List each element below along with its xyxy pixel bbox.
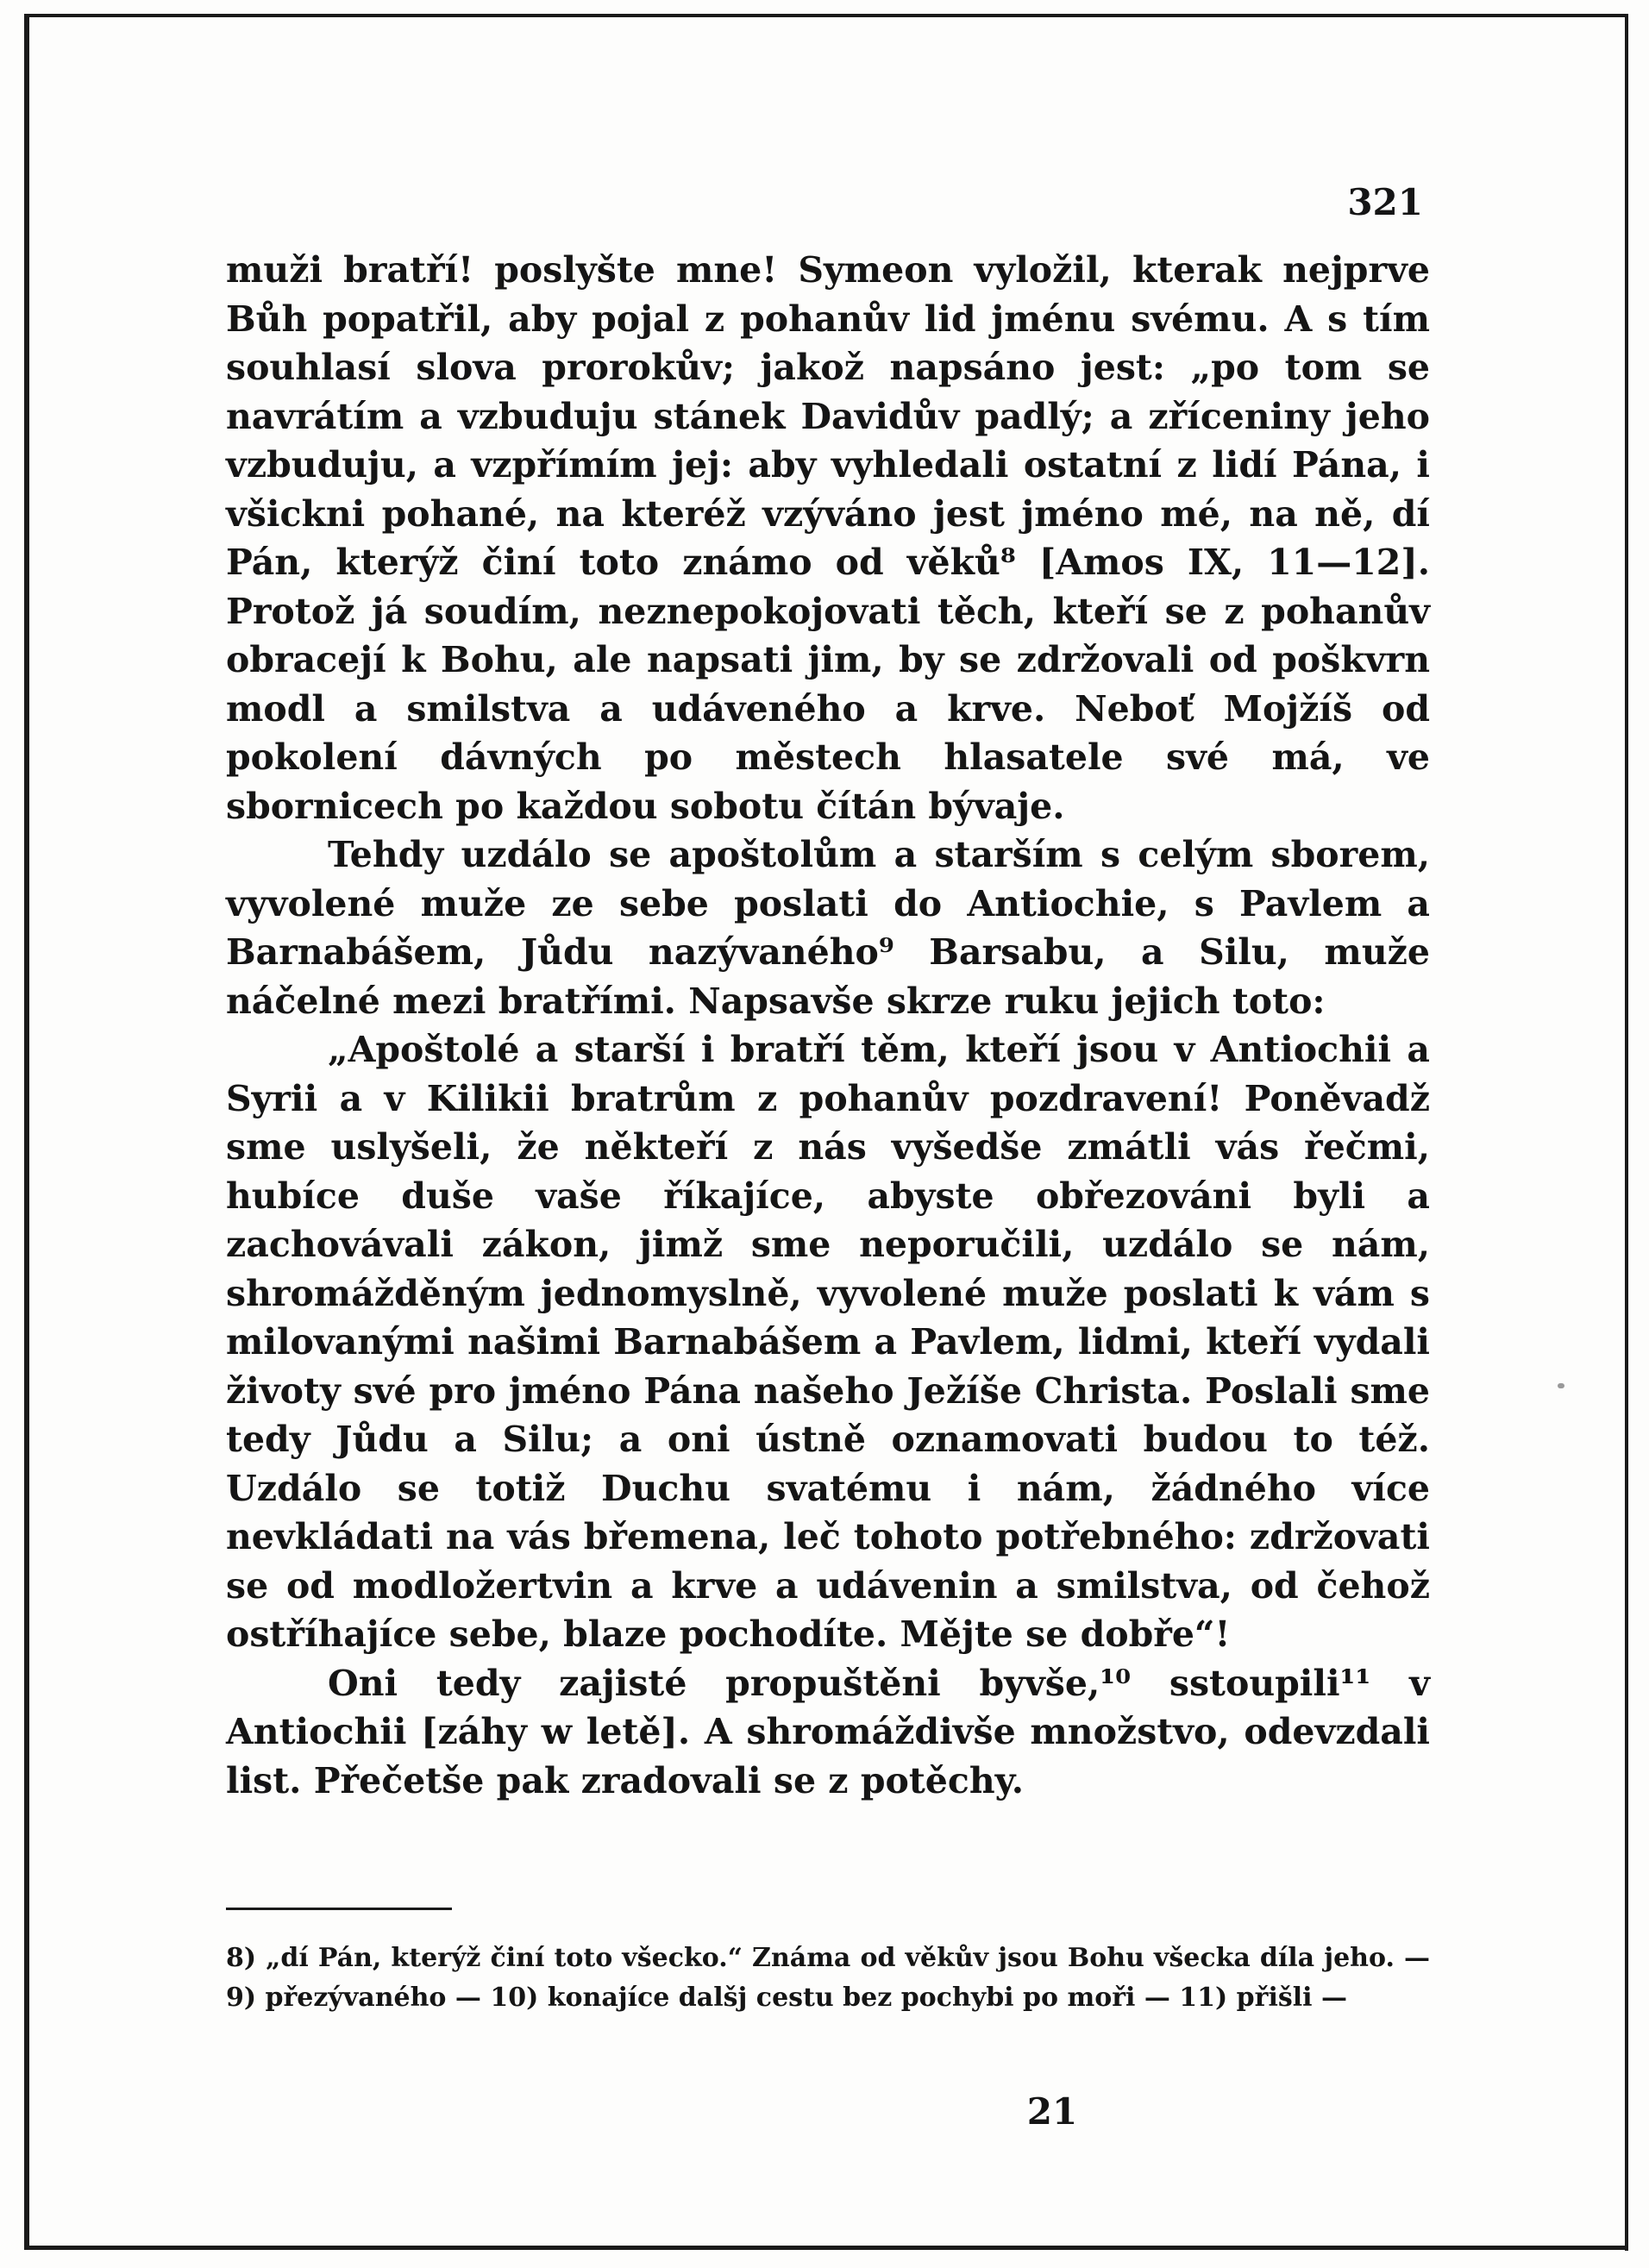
footnotes: 8) „dí Pán, kterýž činí toto všecko.“ Známa od věkův jsou Bohu všecka díla jeho. — 9) přezývaného — 10) konajíce dalšj cestu bez pochybi po moři — 11) přišli —: [226, 1943, 1430, 2013]
scan-border-bottom: [24, 2246, 1628, 2250]
scan-border-top: [24, 14, 1628, 17]
main-text: [226, 246, 1430, 1805]
paragraph-4: Oni tedy zajisté propuštěni byvše,¹⁰ sstoupili¹¹ v Antiochii [záhy w letě]. A shromáždivše množstvo, odevzdali list. Přečetše pak zradovali se z potěchy.: [226, 1662, 1430, 1801]
page-number: 321: [1347, 181, 1423, 223]
paragraph-3: „Apoštolé a starší i bratří těm, kteří jsou v Antiochii a Syrii a v Kilikii bratrům z pohanův pozdravení! Poněvadž sme uslyšeli, že někteří z nás vyšedše zmátli vás řečmi, hubíce duše vaše říkajíce, abyste obřezováni byli a zachovávali zákon, jimž sme neporučili, uzdálo se nám, shromážděným jednomyslně, vyvolené muže poslati k vám s milovanými našimi Barnabášem a Pavlem, lidmi, kteří vydali životy své pro jméno Pána našeho Ježíše Christa. Poslali sme tedy Jůdu a Silu; a oni ústně oznamovati budou to též. Uzdálo se totiž Duchu svatému i nám, žádného více nevkládati na vás břemena, leč tohoto potřebného: zdržovati se od modložertvin a krve a udávenin a smilstva, od čehož ostříhajíce sebe, blaze pochodíte. Mějte se dobře“!: [226, 1029, 1430, 1655]
paragraph-1: muži bratří! poslyšte mne! Symeon vyložil, kterak nejprve Bůh popatřil, aby pojal z pohanův lid jménu svému. A s tím souhlasí slova prorokův; jakož napsáno jest: „po tom se navrátím a vzbuduju stánek Davidův padlý; a zříceniny jeho vzbuduju, a vzpřímím jej: aby vyhledali ostatní z lidí Pána, i všickni pohané, na kteréž vzýváno jest jméno mé, na ně, dí Pán, kterýž činí toto známo od věků⁸ [Amos IX, 11—12]. Protož já soudím, neznepokojovati těch, kteří se z pohanův obracejí k Bohu, ale napsati jim, by se zdržovali od poškvrn modl a smilstva a udáveného a krve. Neboť Mojžíš od pokolení dávných po městech hlasatele své má, ve sbornicech po každou sobotu čítán bývaje.: [226, 249, 1430, 827]
footnote-separator: [226, 1908, 452, 1910]
scan-speck: [1558, 1383, 1564, 1388]
signature-mark: 21: [1026, 2090, 1078, 2133]
scan-border-left: [24, 16, 29, 2249]
paragraph-2: Tehdy uzdálo se apoštolům a starším s celým sborem, vyvolené muže ze sebe poslati do Antiochie, s Pavlem a Barnabášem, Jůdu nazývaného⁹ Barsabu, a Silu, muže náčelné mezi bratřími. Napsavše skrze ruku jejich toto:: [226, 834, 1430, 1022]
scan-border-right: [1625, 14, 1628, 2251]
